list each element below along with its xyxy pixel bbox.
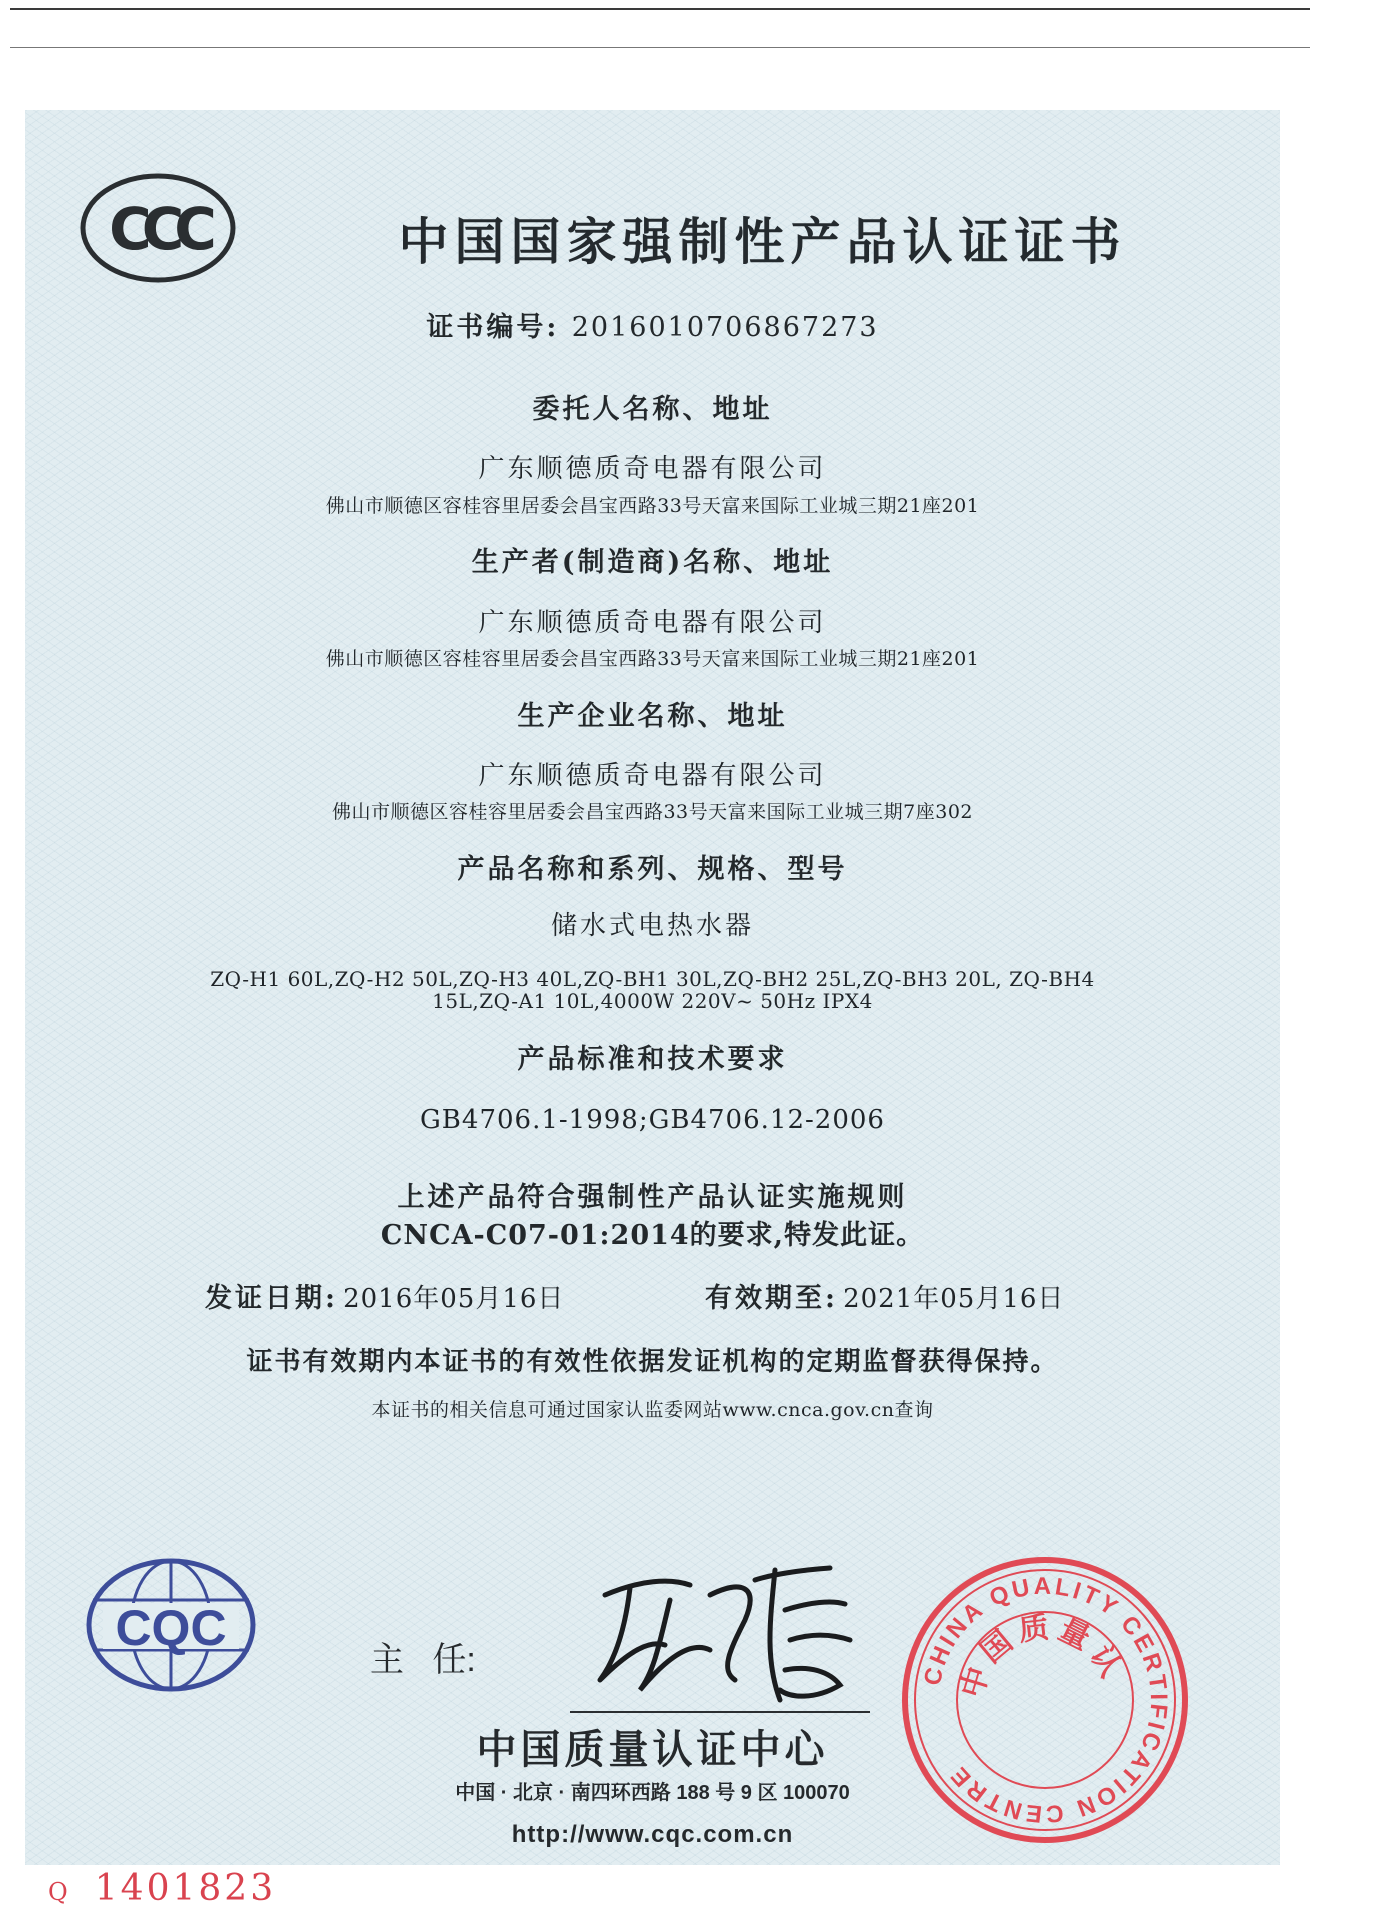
factory-heading: 生产企业名称、地址	[517, 701, 788, 732]
issue-date-value: 2016年05月16日	[343, 1284, 565, 1314]
product-name: 储水式电热水器	[550, 911, 754, 941]
product-models-line1: ZQ-H1 60L,ZQ-H2 50L,ZQ-H3 40L,ZQ-BH1 30L,ZQ-BH2 25L,ZQ-BH3 20L, ZQ-BH4	[210, 967, 1095, 991]
scan-edge-top	[10, 8, 1310, 10]
issue-date-label: 发证日期:	[205, 1283, 338, 1314]
statement-line2: CNCA-C07-01:2014的要求,特发此证。	[380, 1220, 925, 1251]
factory-address: 佛山市顺德区容桂容里居委会昌宝西路33号天富来国际工业城三期7座302	[331, 801, 974, 823]
director-label: 主 任:	[370, 1641, 476, 1679]
certificate-number	[25, 305, 1280, 344]
certificate-title: 中国国家强制性产品认证证书	[398, 213, 1127, 271]
organization-address: 中国 · 北京 · 南四环西路 188 号 9 区 100070	[455, 1782, 850, 1804]
scan-edge-second	[10, 47, 1310, 48]
manufacturer-address: 佛山市顺德区容桂容里居委会昌宝西路33号天富来国际工业城三期21座201	[325, 648, 980, 670]
issue-date	[205, 1276, 564, 1315]
product-models-line2: 15L,ZQ-A1 10L,4000W 220V~ 50Hz IPX4	[432, 989, 873, 1013]
applicant-name: 广东顺德质奇电器有限公司	[478, 454, 827, 484]
factory-name: 广东顺德质奇电器有限公司	[478, 761, 827, 791]
certificate-number-label: 证书编号:	[426, 312, 560, 343]
seal-chinese-text: 中国质量认	[955, 1610, 1131, 1702]
cqc-logo	[81, 1555, 261, 1695]
certification-seal	[900, 1555, 1190, 1845]
product-heading: 产品名称和系列、规格、型号	[457, 854, 848, 885]
applicant-address: 佛山市顺德区容桂容里居委会昌宝西路33号天富来国际工业城三期21座201	[325, 495, 980, 517]
cqc-logo-text: CQC	[115, 1600, 227, 1656]
expiry-date-label: 有效期至:	[705, 1283, 838, 1314]
serial-number	[48, 1868, 276, 1909]
certificate-page	[25, 110, 1280, 1865]
manufacturer-heading: 生产者(制造商)名称、地址	[471, 547, 834, 578]
serial-prefix: Q	[48, 1878, 68, 1906]
statement-line1: 上述产品符合强制性产品认证实施规则	[397, 1182, 908, 1213]
standards-value: GB4706.1-1998;GB4706.12-2006	[420, 1105, 885, 1135]
organization-url: http://www.cqc.com.cn	[511, 1821, 794, 1848]
director-signature	[570, 1540, 870, 1715]
serial-value: 1401823	[94, 1868, 277, 1909]
validity-note: 证书有效期内本证书的有效性依据发证机构的定期监督获得保持。	[246, 1347, 1059, 1377]
manufacturer-name: 广东顺德质奇电器有限公司	[478, 608, 827, 638]
organization-name: 中国质量认证中心	[476, 1728, 829, 1772]
query-note: 本证书的相关信息可通过国家认监委网站www.cnca.gov.cn查询	[371, 1399, 934, 1421]
expiry-date-value: 2021年05月16日	[843, 1284, 1065, 1314]
seal-english-text: CHINA QUALITY CERTIFICATION CENTRE	[918, 1572, 1173, 1828]
standards-heading: 产品标准和技术要求	[517, 1044, 788, 1075]
ccc-logo-text: CCC	[109, 195, 207, 263]
certificate-number-value: 2016010706867273	[571, 312, 879, 343]
expiry-date	[705, 1276, 1064, 1315]
applicant-heading: 委托人名称、地址	[532, 394, 773, 425]
